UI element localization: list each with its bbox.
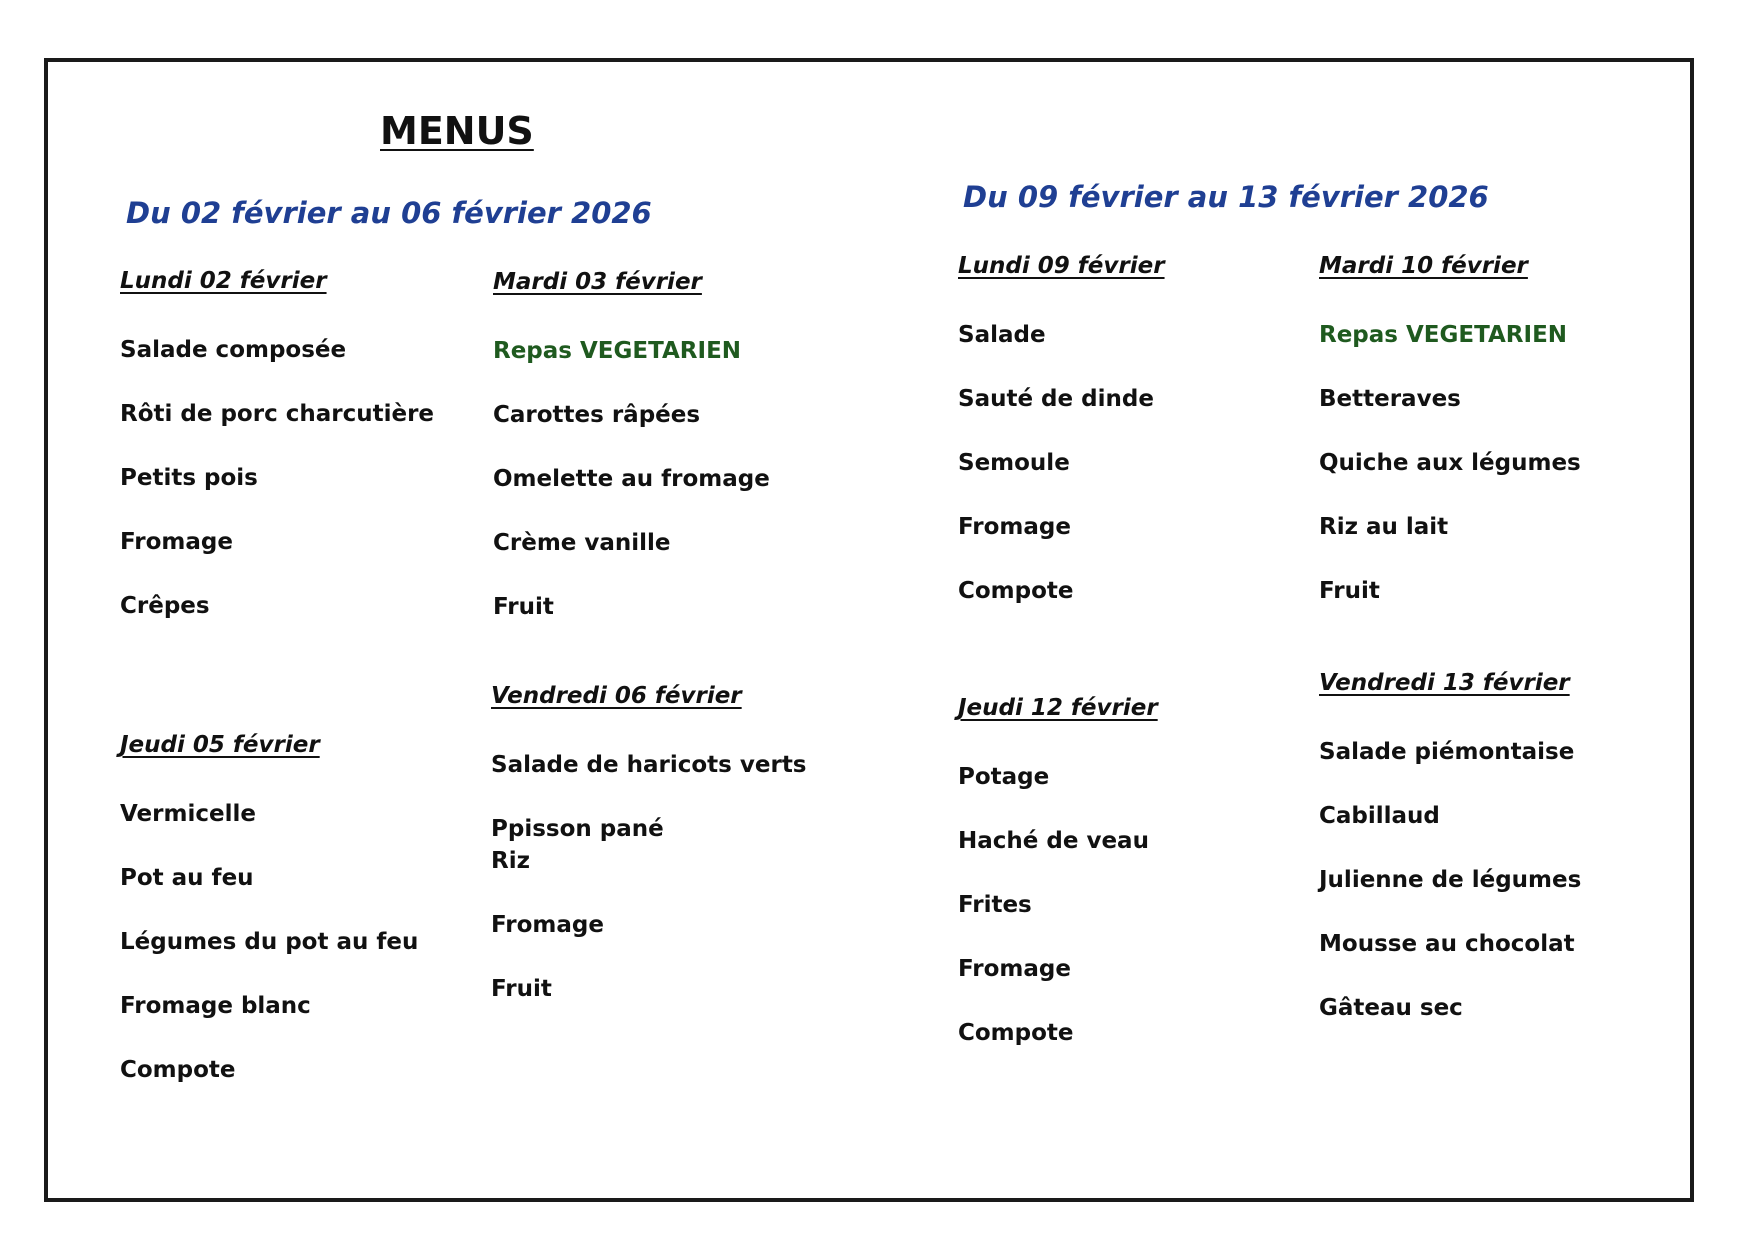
page-title: MENUS [380,109,534,153]
day-tuesday-03 [493,271,770,655]
menu-list [491,749,807,1005]
week-1-title: Du 02 février au 06 février 2026 [126,196,652,230]
menu-list [493,335,770,623]
day-title: Jeudi 12 février [958,695,1158,721]
day-friday-13 [1319,672,1581,1056]
menu-item: Petits pois [120,465,258,491]
menu-list [958,761,1158,1049]
menu-item: Omelette au fromage [493,466,770,492]
day-title: Lundi 09 février [958,253,1165,279]
day-tuesday-10 [1319,255,1581,639]
menu-item: Salade piémontaise [1319,739,1575,765]
day-title: Mardi 03 février [493,269,702,295]
menu-item: Pot au feu [120,865,254,891]
menu-item: Carottes râpées [493,402,701,428]
day-thursday-12 [958,697,1158,1081]
menu-item: Crêpes [120,593,210,619]
menu-item: Fromage [120,529,233,555]
menu-list [958,319,1165,607]
menu-item: Vermicelle [120,801,256,827]
menu-item: Haché de veau [958,828,1149,854]
menu-item: Compote [958,578,1074,604]
week-2-title: Du 09 février au 13 février 2026 [963,180,1489,214]
menu-list [1319,736,1581,1024]
menu-item: Potage [958,764,1050,790]
menu-item: Salade composée [120,337,347,363]
menu-item: Fromage [958,956,1071,982]
day-title: Mardi 10 février [1319,253,1528,279]
menu-item: Fromage blanc [120,993,311,1019]
menu-item: Fromage [491,912,604,938]
day-monday-09 [958,255,1165,639]
menu-item: Betteraves [1319,386,1461,412]
menu-item: Quiche aux légumes [1319,450,1581,476]
day-monday-02 [120,270,434,654]
menu-item: Gâteau sec [1319,995,1463,1021]
menu-item: Fruit [491,976,552,1002]
menu-item: Salade [958,322,1046,348]
menu-item: Cabillaud [1319,803,1440,829]
day-title: Vendredi 06 février [491,683,742,709]
menu-item: Crème vanille [493,530,671,556]
menu-item: Frites [958,892,1032,918]
menu-item: Compote [958,1020,1074,1046]
day-title: Lundi 02 février [120,268,327,294]
menu-item: Légumes du pot au feu [120,929,419,955]
menu-item: Semoule [958,450,1070,476]
menu-item: Compote [120,1057,236,1083]
day-thursday-05 [120,734,418,1118]
menu-item: Fruit [493,594,554,620]
day-title: Vendredi 13 février [1319,670,1570,696]
menu-item: Riz au lait [1319,514,1449,540]
menu-item: Julienne de légumes [1319,867,1582,893]
day-friday-06 [491,685,807,1037]
vegetarian-label: Repas VEGETARIEN [1319,322,1568,348]
menu-list [120,334,434,622]
menu-item: Sauté de dinde [958,386,1154,412]
menu-item: Fruit [1319,578,1380,604]
menu-item: Riz [491,848,530,874]
menu-list [1319,319,1581,607]
menu-item: Ppisson pané [491,816,664,842]
menu-list [120,798,418,1086]
menu-item: Rôti de porc charcutière [120,401,435,427]
menu-item: Salade de haricots verts [491,752,807,778]
day-title: Jeudi 05 février [120,732,320,758]
vegetarian-label: Repas VEGETARIEN [493,338,742,364]
menu-item: Mousse au chocolat [1319,931,1575,957]
menu-item: Fromage [958,514,1071,540]
